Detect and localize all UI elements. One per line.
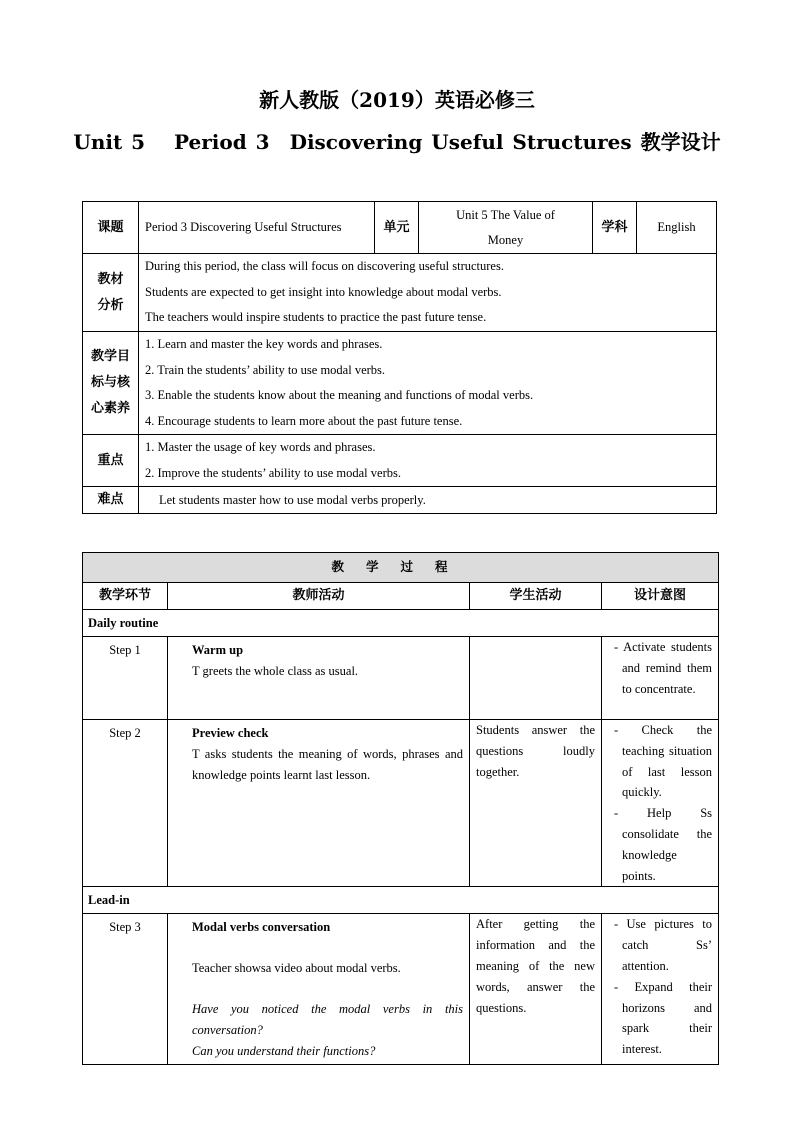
topic-label: 课题 [83, 202, 139, 254]
design-intent [602, 914, 719, 1065]
col-teacher-header: 教师活动 [168, 583, 470, 610]
step-label: Step 3 [83, 914, 168, 1065]
lesson-info-table [82, 201, 717, 514]
material-line: The teachers would inspire students to practice the past future tense. [145, 310, 487, 325]
goals-label-line-3: 心素养 [90, 401, 130, 416]
key-point-item: 2. Improve the students’ ability to use modal verbs. [145, 465, 401, 480]
goal-item: 4. Encourage students to learn more about the past future tense. [145, 413, 463, 428]
intent-item: - Check the teaching situation of last lesson quickly. [614, 723, 713, 800]
difficult-points-value: Let students master how to use modal verbs properly. [139, 487, 717, 514]
material-label-line-2: 分析 [97, 297, 124, 313]
goals-label [83, 332, 139, 435]
topic-row [83, 202, 717, 254]
student-activity: Students answer the questions loudly together. [470, 720, 602, 887]
section-daily-routine: Daily routine [83, 610, 719, 637]
col-intent-header: 设计意图 [602, 583, 719, 610]
subject-value: English [637, 202, 717, 254]
material-line: Students are expected to get insight into knowledge about modal verbs. [145, 284, 502, 299]
process-header-row [83, 583, 719, 610]
unit-label: 单元 [375, 202, 419, 254]
intent-item: - Expand their horizons and spark their interest. [614, 979, 713, 1057]
activity-text: T greets the whole class as usual. [192, 663, 359, 678]
topic-value: Period 3 Discovering Useful Structures [139, 202, 375, 254]
goal-item: 3. Enable the students know about the meaning and functions of modal verbs. [145, 388, 534, 402]
material-row [83, 254, 717, 332]
goal-item: 2. Train the students’ ability to use modal verbs. [145, 362, 386, 377]
design-intent [602, 637, 719, 720]
section-lead-in: Lead-in [83, 887, 719, 914]
material-line: During this period, the class will focus on discovering useful structures. [145, 259, 504, 274]
student-activity [470, 637, 602, 720]
activity-title: Modal verbs conversation [192, 920, 331, 935]
step-row [83, 914, 719, 1065]
key-points-list [139, 435, 717, 487]
document-subtitle: Unit 5 Period 3 Discovering Useful Structures 教学设计 [73, 130, 721, 154]
teacher-activity [168, 637, 470, 720]
unit-value-line-1: Unit 5 The Value of [456, 207, 555, 222]
student-activity: After getting the information and the meaning of the new words, answer the questions. [470, 914, 602, 1065]
material-analysis [139, 254, 717, 332]
teacher-activity [168, 720, 470, 887]
step-label: Step 2 [83, 720, 168, 887]
activity-title: Preview check [192, 726, 269, 740]
teaching-process-table [82, 552, 719, 1065]
goals-row [83, 332, 717, 435]
step-row [83, 720, 719, 887]
intent-item: - Use pictures to catch Ss’ attention. [614, 917, 713, 973]
key-points-row [83, 435, 717, 487]
intent-item: - Help Ss consolidate the knowledge points. [614, 806, 713, 883]
activity-text: Teacher showsa video about modal verbs. [192, 961, 401, 976]
process-banner: 教学过程 [83, 553, 719, 583]
activity-text: T asks students the meaning of words, phrases and knowledge points learnt last lesson. [192, 746, 463, 782]
goals-label-line-2: 标与核 [90, 375, 130, 390]
unit-value [419, 202, 593, 254]
difficult-points-row [83, 487, 717, 514]
activity-question: Have you noticed the modal verbs in this conversation? [192, 1001, 463, 1037]
design-intent [602, 720, 719, 887]
subject-label: 学科 [593, 202, 637, 254]
teacher-activity [168, 914, 470, 1065]
activity-title: Warm up [192, 643, 244, 657]
step-label: Step 1 [83, 637, 168, 720]
goals-list [139, 332, 717, 435]
key-points-label: 重点 [83, 435, 139, 487]
key-point-item: 1. Master the usage of key words and phrases. [145, 440, 376, 454]
material-label [83, 254, 139, 332]
step-row [83, 637, 719, 720]
document-title: 新人教版（2019）英语必修三 [259, 88, 535, 112]
goals-label-line-1: 教学目 [90, 349, 130, 364]
material-label-line-1: 教材 [97, 271, 124, 287]
col-stage-header: 教学环节 [83, 583, 168, 610]
unit-value-line-2: Money [487, 232, 524, 247]
intent-item: - Activate students and remind them to concentrate. [614, 640, 713, 696]
activity-question: Can you understand their functions? [192, 1043, 376, 1058]
difficult-points-label: 难点 [83, 487, 139, 514]
goal-item: 1. Learn and master the key words and phrases. [145, 337, 383, 351]
col-student-header: 学生活动 [470, 583, 602, 610]
